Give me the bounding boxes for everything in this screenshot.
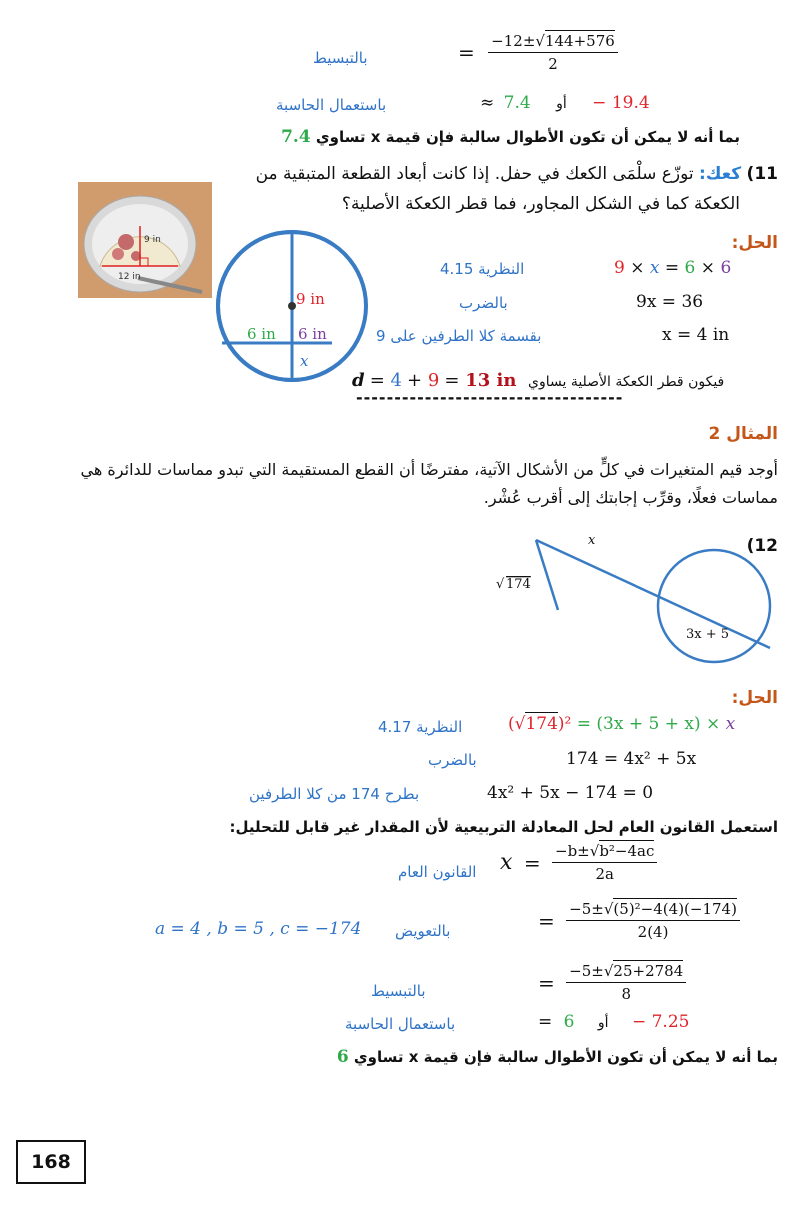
reason-general-formula: القانون العام	[398, 863, 477, 881]
photo-label-9: 9 in	[144, 235, 161, 245]
svg-text:√: √	[496, 577, 505, 592]
equation-theorem-415: 9 × x = 6 × 6	[614, 258, 732, 278]
solution-label-11: الحل:	[731, 233, 778, 253]
equation-multiply-11: 9x = 36	[636, 292, 704, 312]
reason-calculator: باستعمال الحاسبة	[276, 96, 387, 114]
reason-calculator-12: باستعمال الحاسبة	[345, 1015, 456, 1033]
separator: -----------------------------------	[356, 388, 624, 407]
coefficients: a = 4 , b = 5 , c = −174	[155, 919, 362, 939]
equation-theorem-417: (√174)² = (3x + 5 + x) × x	[508, 714, 736, 734]
equation-subtract-12: 4x² + 5x − 174 = 0	[487, 783, 654, 803]
reason-theorem-415: النظرية 4.15	[440, 260, 525, 278]
example-2-line2: مماسات فعلًا، وقرِّب إجابتك إلى أقرب عُشْر.	[483, 488, 778, 507]
solution-positive: 6	[563, 1012, 575, 1032]
problem-11-line2: الكعكة كما في الشكل المجاور، فما قطر الكعكة الأصلية؟	[341, 194, 740, 214]
example-2-line1: أوجد قيم المتغيرات في كلٍّ من الأشكال الآتية، مفترضًا أن القطع المستقيمة التي تبدو مماسات للدائرة هي	[80, 460, 778, 479]
diagram-label-9: 9 in	[296, 290, 325, 308]
solution-negative: − 7.25	[631, 1012, 690, 1032]
reason-simplify: بالتبسيط	[313, 49, 368, 67]
reason-multiply-12: بالضرب	[428, 751, 477, 769]
diagram-label-6a: 6 in	[247, 325, 276, 343]
tangent-secant-diagram	[496, 532, 776, 666]
reason-multiply-11: بالضرب	[459, 294, 508, 312]
equation-divide-11: x = 4 in	[662, 325, 730, 345]
eq-root: 144+576	[544, 32, 615, 50]
reason-substitute: بالتعويض	[395, 922, 451, 940]
reason-theorem-417: النظرية 4.17	[378, 718, 463, 736]
equation-calculator: ≈ 7.4 أو − 19.4	[480, 93, 650, 113]
equation-general-formula: x = $\frac{\text{−b±√b²−4ac}}{2a}$	[500, 842, 657, 883]
example-2-title: المثال 2	[708, 424, 778, 444]
eq-num: −12±	[491, 32, 536, 50]
photo-label-12: 12 in	[118, 272, 141, 282]
equation-multiply-12: 174 = 4x² + 5x	[566, 749, 697, 769]
equation-simplify-12: = $\frac{-5\pm√25+2784}{8}$	[538, 962, 686, 1003]
diagram-label-6b: 6 in	[298, 325, 327, 343]
diagram2-label-chord: 3x + 5	[686, 627, 730, 642]
diagram2-label-x: x	[588, 533, 596, 548]
quadratic-note: استعمل القانون العام لحل المعادلة التربيعية لأن المقدار غير قابل للتحليل:	[229, 818, 778, 836]
diagram-label-x: x	[300, 352, 309, 370]
chord-circle-diagram-overlay	[214, 226, 374, 390]
equation-simplify: = $\frac{-12\pm√144+576}{2}$	[458, 32, 618, 73]
final-answer-11: d = 4 + 9 = 13 in	[352, 370, 517, 391]
value-negative: − 19.4	[592, 93, 650, 113]
cake-photo	[78, 182, 212, 298]
solution-label-12: الحل:	[731, 688, 778, 708]
problem-11-line1: 11) كعك: توزّع سلْمَى الكعك في حفل. إذا كانت أبعاد القطعة المتبقية من	[255, 164, 778, 184]
eq-den: 2	[548, 55, 558, 73]
equation-substitute: = $\frac{\text{−5±√(5)²−4(4)(−174)}}{2(4)}$	[538, 900, 740, 941]
reason-subtract-12: بطرح 174 من كلا الطرفين	[249, 785, 420, 803]
reason-divide-11: بقسمة كلا الطرفين على 9	[376, 327, 542, 345]
page-number: 168	[16, 1140, 86, 1184]
value-positive: 7.4	[503, 93, 531, 113]
conclusion-line-top: بما أنه لا يمكن أن تكون الأطوال سالبة فإن قيمة x تساوي 7.4	[281, 127, 740, 147]
reason-simplify-12: بالتبسيط	[371, 982, 426, 1000]
problem-12-number: (12	[746, 536, 778, 556]
equation-calculator-12: = 6 أو − 7.25	[538, 1012, 690, 1032]
final-text-11: فيكون قطر الكعكة الأصلية يساوي	[528, 374, 725, 390]
diagram2-label-sqrt: 174	[506, 577, 531, 592]
conclusion-line-12: بما أنه لا يمكن أن تكون الأطوال سالبة فإن قيمة x تساوي 6	[336, 1047, 778, 1067]
